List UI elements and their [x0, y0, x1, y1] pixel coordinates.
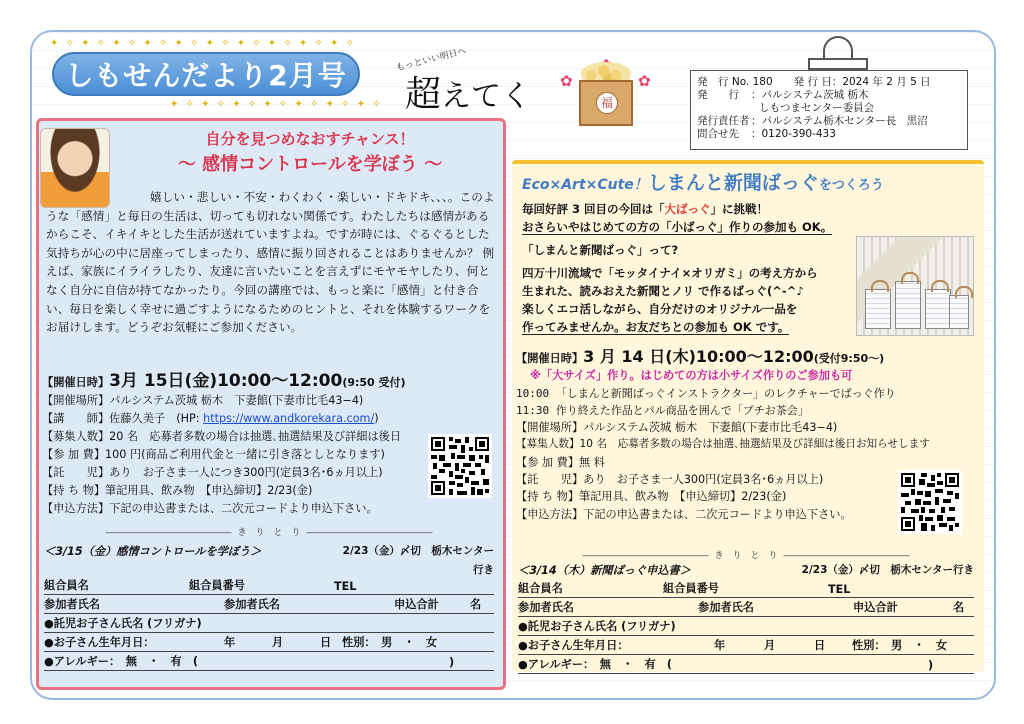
- qr-code-icon: [431, 437, 489, 495]
- left-lecturer: 【講 師】佐藤久美子 (HP:: [42, 412, 204, 425]
- left-bring: 【持 ち 物】筆記用具、飲み物 【申込締切】2/23(金): [42, 484, 313, 497]
- right-date-note: (受付9:50～): [813, 352, 885, 365]
- left-lecturer-end: ): [374, 412, 379, 425]
- left-venue: 【開催場所】パルシステム茨城 栃木 下妻館(下妻市比毛43−4): [42, 394, 364, 407]
- right-title-suffix: をつくろう: [818, 178, 884, 193]
- plum-blossom-icon: ✿: [560, 72, 573, 90]
- right-form-row-child-name[interactable]: ●託児お子さん氏名 (フリガナ): [518, 617, 974, 636]
- contact-value: ：0120-390-433: [751, 128, 836, 140]
- left-date-label: 【開催日時】: [42, 376, 110, 389]
- plum-blossom-icon: ✿: [638, 72, 651, 90]
- left-cut-label: き り と り: [237, 528, 301, 538]
- allergy-close: ): [449, 656, 455, 669]
- slogan: [405, 66, 531, 117]
- slogan-small: もっといい明日へ: [395, 46, 468, 74]
- slogan-kana: えてく: [441, 79, 532, 114]
- right-question: 「しまんと新聞ばっぐ」って?: [522, 243, 679, 257]
- sparkle-icon: ✦ ✧ ✦ ✧ ✦ ✧ ✦ ✧ ✦ ✧ ✦ ✧ ✦ ✧: [170, 99, 383, 110]
- birth-label: ●お子さん生年月日：: [518, 639, 629, 652]
- right-desc-4: 作ってみませんか。お友だちとの参加も OK です。: [522, 320, 790, 334]
- intro-text-2: 」に挑戦！: [710, 202, 769, 216]
- day-label: 日: [814, 639, 826, 652]
- right-form-title: ＜3/14（木）新聞ばっぐ申込書＞: [518, 564, 691, 577]
- left-qr-code-icon[interactable]: [428, 434, 492, 498]
- left-cut-line: ―――――――――――――― き り と り ――――――――――――――: [105, 528, 433, 538]
- gender-label: 性別： 男 ・ 女: [342, 636, 438, 649]
- day-label: 日: [320, 636, 332, 649]
- right-schedule-1: 10:00 「しまんと新聞ばっぐインストラクター」のレクチャーでばっぐ作り: [516, 386, 896, 400]
- newspaper-bag-photo: [856, 236, 974, 336]
- right-capacity: 【募集人数】10 名 応募者多数の場合は抽選､抽選結果及び詳細は後日お知らせします: [516, 438, 930, 451]
- right-form-row-participants[interactable]: [518, 598, 974, 617]
- month-label: 月: [764, 639, 776, 652]
- member-number-label: 組合員番号: [663, 582, 719, 595]
- right-apply: 【申込方法】下記の申込書または、二次元コードより申込下さい。: [516, 507, 852, 521]
- publisher-committee: しもつまセンター委員会: [759, 102, 875, 114]
- right-cut-label: き り と り: [714, 551, 778, 561]
- allergy-close: ): [928, 659, 934, 672]
- left-subtitle: 自分を見つめなおすチャンス！: [205, 130, 415, 148]
- left-date-note: (9:50 受付): [342, 376, 406, 389]
- left-title: ～ 感情コントロールを学ぼう ～: [177, 154, 443, 175]
- participant-name-label-2: 参加者氏名: [224, 598, 280, 611]
- right-form-row-member[interactable]: [518, 579, 974, 598]
- right-date-value: 3 月 14 日(木)10:00～12:00: [583, 348, 814, 366]
- left-form-title: ＜3/15（金）感情コントロールを学ぼう＞: [44, 545, 262, 558]
- participant-name-label: 参加者氏名: [44, 598, 100, 611]
- right-cut-line: ―――――――――――――― き り と り ――――――――――――――: [582, 551, 910, 561]
- issue-info-box: [690, 70, 968, 150]
- qr-code-icon: [901, 473, 959, 531]
- masu-beans-icon: [575, 62, 637, 132]
- masu-label: 福: [596, 92, 618, 114]
- left-form-deadline-2: 行き: [473, 564, 494, 576]
- intro-text-1: 毎回好評 3 回目の今回は「: [522, 202, 665, 216]
- left-form-row-allergy[interactable]: [44, 652, 494, 671]
- right-title-eco: Eco×Art×Cute！: [522, 177, 648, 193]
- left-form-row-participants[interactable]: [44, 595, 494, 614]
- participant-name-label-2: 参加者氏名: [698, 601, 754, 614]
- left-form-row-child-birth[interactable]: [44, 633, 494, 652]
- left-form-row-child-name[interactable]: ●託児お子さん氏名 (フリガナ): [44, 614, 494, 633]
- publisher-key: 発 行: [697, 89, 739, 101]
- right-venue: 【開催場所】パルシステム茨城 栃木 下妻館(下妻市比毛43−4): [516, 421, 838, 435]
- right-intro: [522, 200, 852, 336]
- intro-highlight: 大ばっぐ: [664, 202, 711, 216]
- right-application-form[interactable]: [518, 562, 974, 674]
- right-desc-3: 楽しくエコ活しながら、自分だけのオリジナル一品を: [522, 302, 798, 316]
- total-unit: 名: [953, 601, 965, 614]
- sparkle-icon: ✦ ✧ ✦ ✧ ✦ ✧ ✦ ✧ ✦ ✧ ✦ ✧ ✦ ✧ ✦ ✧ ✦ ✧ ✦ ✧: [50, 38, 356, 49]
- right-title-main: しまんと新聞ばっぐ: [647, 172, 819, 194]
- total-label: 申込合計: [853, 601, 898, 614]
- month-label: 月: [272, 636, 284, 649]
- left-apply: 【申込方法】下記の申込書または、二次元コードより申込下さい。: [42, 502, 378, 515]
- newsletter-title: しもせんだより2月号: [65, 59, 347, 92]
- year-label: 年: [714, 639, 726, 652]
- tel-label: TEL: [334, 580, 357, 593]
- tel-label: TEL: [828, 583, 851, 596]
- member-name-label: 組合員名: [518, 582, 563, 595]
- birth-label: ●お子さん生年月日：: [44, 636, 155, 649]
- total-unit: 名: [470, 598, 482, 611]
- member-name-label: 組合員名: [44, 579, 89, 592]
- right-form-row-child-birth[interactable]: [518, 636, 974, 655]
- lecturer-website-link[interactable]: https://www.andkorekara.com/: [203, 412, 375, 425]
- right-date-label: 【開催日時】: [516, 352, 584, 365]
- gender-label: 性別： 男 ・ 女: [852, 639, 948, 652]
- allergy-label: ●アレルギー： 無 ・ 有 (: [44, 655, 198, 668]
- right-title: [522, 168, 884, 195]
- slogan-kanji: 超: [405, 74, 442, 115]
- right-qr-code-icon[interactable]: [898, 470, 962, 534]
- allergy-label: ●アレルギー： 無 ・ 有 (: [518, 658, 672, 671]
- issue-number-line: 発 行 No. 180 発 行 日：2024 年 2 月 5 日: [697, 76, 931, 88]
- intro-text-3: おさらいやはじめての方の「小ばっぐ」作りの参加も OK。: [522, 220, 833, 234]
- left-form-deadline: 2/23（金）〆切 栃木センター: [342, 545, 494, 557]
- right-childcare: 【託 児】あり お子さま一人300円(定員3名･6ヵ月以上): [516, 473, 824, 487]
- right-form-row-allergy[interactable]: [518, 655, 974, 674]
- left-childcare: 【託 児】あり お子さま一人につき300円(定員3名･6ヵ月以上): [42, 466, 383, 479]
- left-capacity: 【募集人数】20 名 応募者多数の場合は抽選､抽選結果及び詳細は後日: [42, 430, 402, 443]
- left-fee: 【参 加 費】100 円(商品ご利用代金と一緒に引き落としとなります): [42, 448, 385, 461]
- contact-key: 問合せ先: [697, 128, 739, 140]
- paper-clip-icon: [808, 36, 868, 70]
- participant-name-label: 参加者氏名: [518, 601, 574, 614]
- right-form-deadline: 2/23（金）〆切 栃木センター行き: [801, 564, 974, 576]
- right-schedule-2: 11:30 作り終えた作品とパル商品を囲んで「プチお茶会」: [516, 403, 809, 417]
- responsible-value: ：パルシステム栃木センター長 黒沼: [751, 115, 928, 127]
- left-application-form[interactable]: [44, 543, 494, 671]
- year-label: 年: [224, 636, 236, 649]
- publisher-value: ：パルシステム茨城 栃木: [751, 89, 869, 101]
- total-label: 申込合計: [394, 598, 439, 611]
- responsible-key: 発行責任者: [697, 115, 750, 127]
- left-body-text: 嬉しい・悲しい・不安・わくわく・楽しい・ドキドキ、、、。このような「感情」と毎日の生活は、切っても切れない関係です。わたしたちは感情があるからこそ、イキイキとした生活が送れていますよね。ですが時には、ぐるぐるとした気持ちが心の中に居座ってしまったり、感情に振り回されることはありませんか？ 例えば、家族にイライラしたり、友達に言いたいことを言えずにモヤモヤしたり、何となく自分に自信が持てなかったり。今回の講座では、もっと楽に「感情」と付き合い、毎日を楽しく幸せに過ごすようになるためのヒントと、それを体験するワークをお届けします。どうぞお気軽にご参加ください。: [46, 190, 495, 335]
- right-desc-1: 四万十川流域で「モッタイナイ×オリガミ」の考え方から: [522, 266, 818, 280]
- right-bring: 【持 ち 物】筆記用具、飲み物 【申込締切】2/23(金): [516, 490, 787, 504]
- newsletter-title-banner: [52, 52, 360, 96]
- right-fee: 【参 加 費】無 料: [516, 455, 605, 469]
- left-date-value: 3月 15日(金)10:00～12:00: [109, 372, 343, 391]
- left-form-row-member[interactable]: [44, 576, 494, 595]
- member-number-label: 組合員番号: [189, 579, 245, 592]
- right-desc-2: 生まれた、読みおえた新聞とノリ で作るばっぐ(^-^♪: [522, 284, 804, 298]
- right-note: ※「大サイズ」作り。はじめての方は小サイズ作りのご参加も可: [530, 369, 853, 383]
